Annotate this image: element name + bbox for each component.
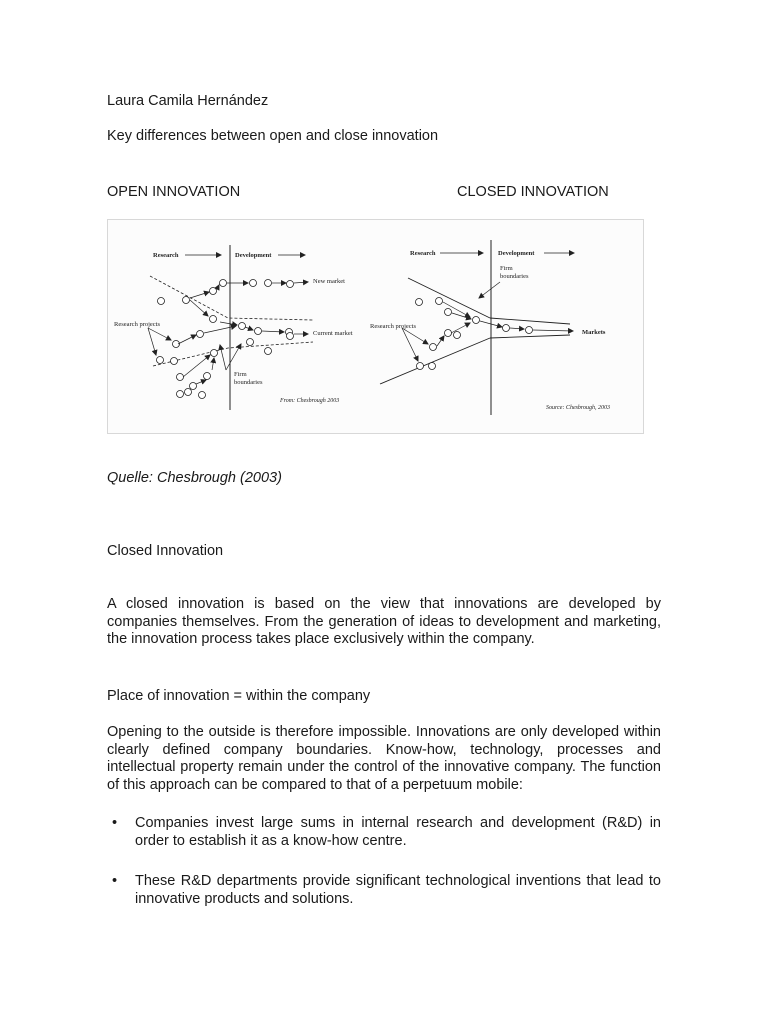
bullet-marker: • bbox=[112, 815, 118, 831]
closed-markets-label: Markets bbox=[582, 329, 606, 336]
closed-research-label: Research bbox=[410, 250, 436, 257]
author-name: Laura Camila Hernández bbox=[107, 93, 269, 109]
open-innovation-diagram bbox=[114, 245, 353, 410]
bullet-item-1 bbox=[107, 815, 661, 850]
closed-boundaries-label: boundaries bbox=[500, 273, 529, 280]
closed-innovation-heading: CLOSED INNOVATION bbox=[457, 184, 609, 200]
open-boundaries-label: boundaries bbox=[234, 379, 263, 386]
closed-lower-channel-line bbox=[490, 335, 570, 338]
closed-upper-channel-line bbox=[490, 318, 570, 324]
open-firm-label: Firm bbox=[234, 371, 247, 378]
closed-project-circles bbox=[416, 298, 533, 370]
open-current-market-label: Current market bbox=[313, 330, 353, 337]
paragraph-closed-innovation: A closed innovation is based on the view that innovations are developed by companies themselves. From the generation of ideas to development and marketing, the innovation process takes place exclusively within the company. bbox=[107, 596, 661, 647]
paragraph-opening: Opening to the outside is therefore impossible. Innovations are only developed within clearly defined company boundaries. Know-how, technology, processes and intellectual property remain under the control of the innovative company. The function of this approach can be compared to that of a perpetuum mobile: bbox=[107, 724, 661, 793]
closed-innovation-diagram bbox=[370, 240, 610, 415]
open-innovation-heading: OPEN INNOVATION bbox=[107, 184, 241, 200]
open-development-label: Development bbox=[235, 252, 272, 259]
closed-development-label: Development bbox=[498, 250, 535, 257]
bullet-item-2 bbox=[107, 873, 661, 908]
innovation-comparison-figure bbox=[107, 219, 644, 434]
bullet-text: These R&D departments provide significant technological inventions that lead to innovative products and solutions. bbox=[135, 873, 661, 907]
place-of-innovation-line: Place of innovation = within the company bbox=[107, 688, 371, 704]
closed-flow-arrows bbox=[402, 282, 573, 361]
innovation-diagram bbox=[108, 220, 643, 433]
closed-firm-label: Firm bbox=[500, 265, 513, 272]
open-research-label: Research bbox=[153, 252, 179, 259]
open-source-label: From: Chesbrough 2003 bbox=[280, 398, 340, 404]
section-title: Closed Innovation bbox=[107, 543, 224, 559]
document-subtitle: Key differences between open and close innovation bbox=[107, 128, 439, 144]
open-new-market-label: New market bbox=[313, 278, 345, 285]
open-project-circles bbox=[157, 280, 294, 399]
closed-source-label: Source: Chesbrough, 2003 bbox=[546, 405, 611, 411]
open-flow-arrows bbox=[148, 282, 308, 384]
bullet-text: Companies invest large sums in internal research and development (R&D) in order to establish it as a know-how centre. bbox=[135, 815, 661, 849]
bullet-marker: • bbox=[112, 873, 118, 889]
figure-caption: Quelle: Chesbrough (2003) bbox=[107, 470, 282, 486]
closed-research-projects-label: Research projects bbox=[370, 323, 417, 330]
open-research-projects-label: Research projects bbox=[114, 321, 161, 328]
